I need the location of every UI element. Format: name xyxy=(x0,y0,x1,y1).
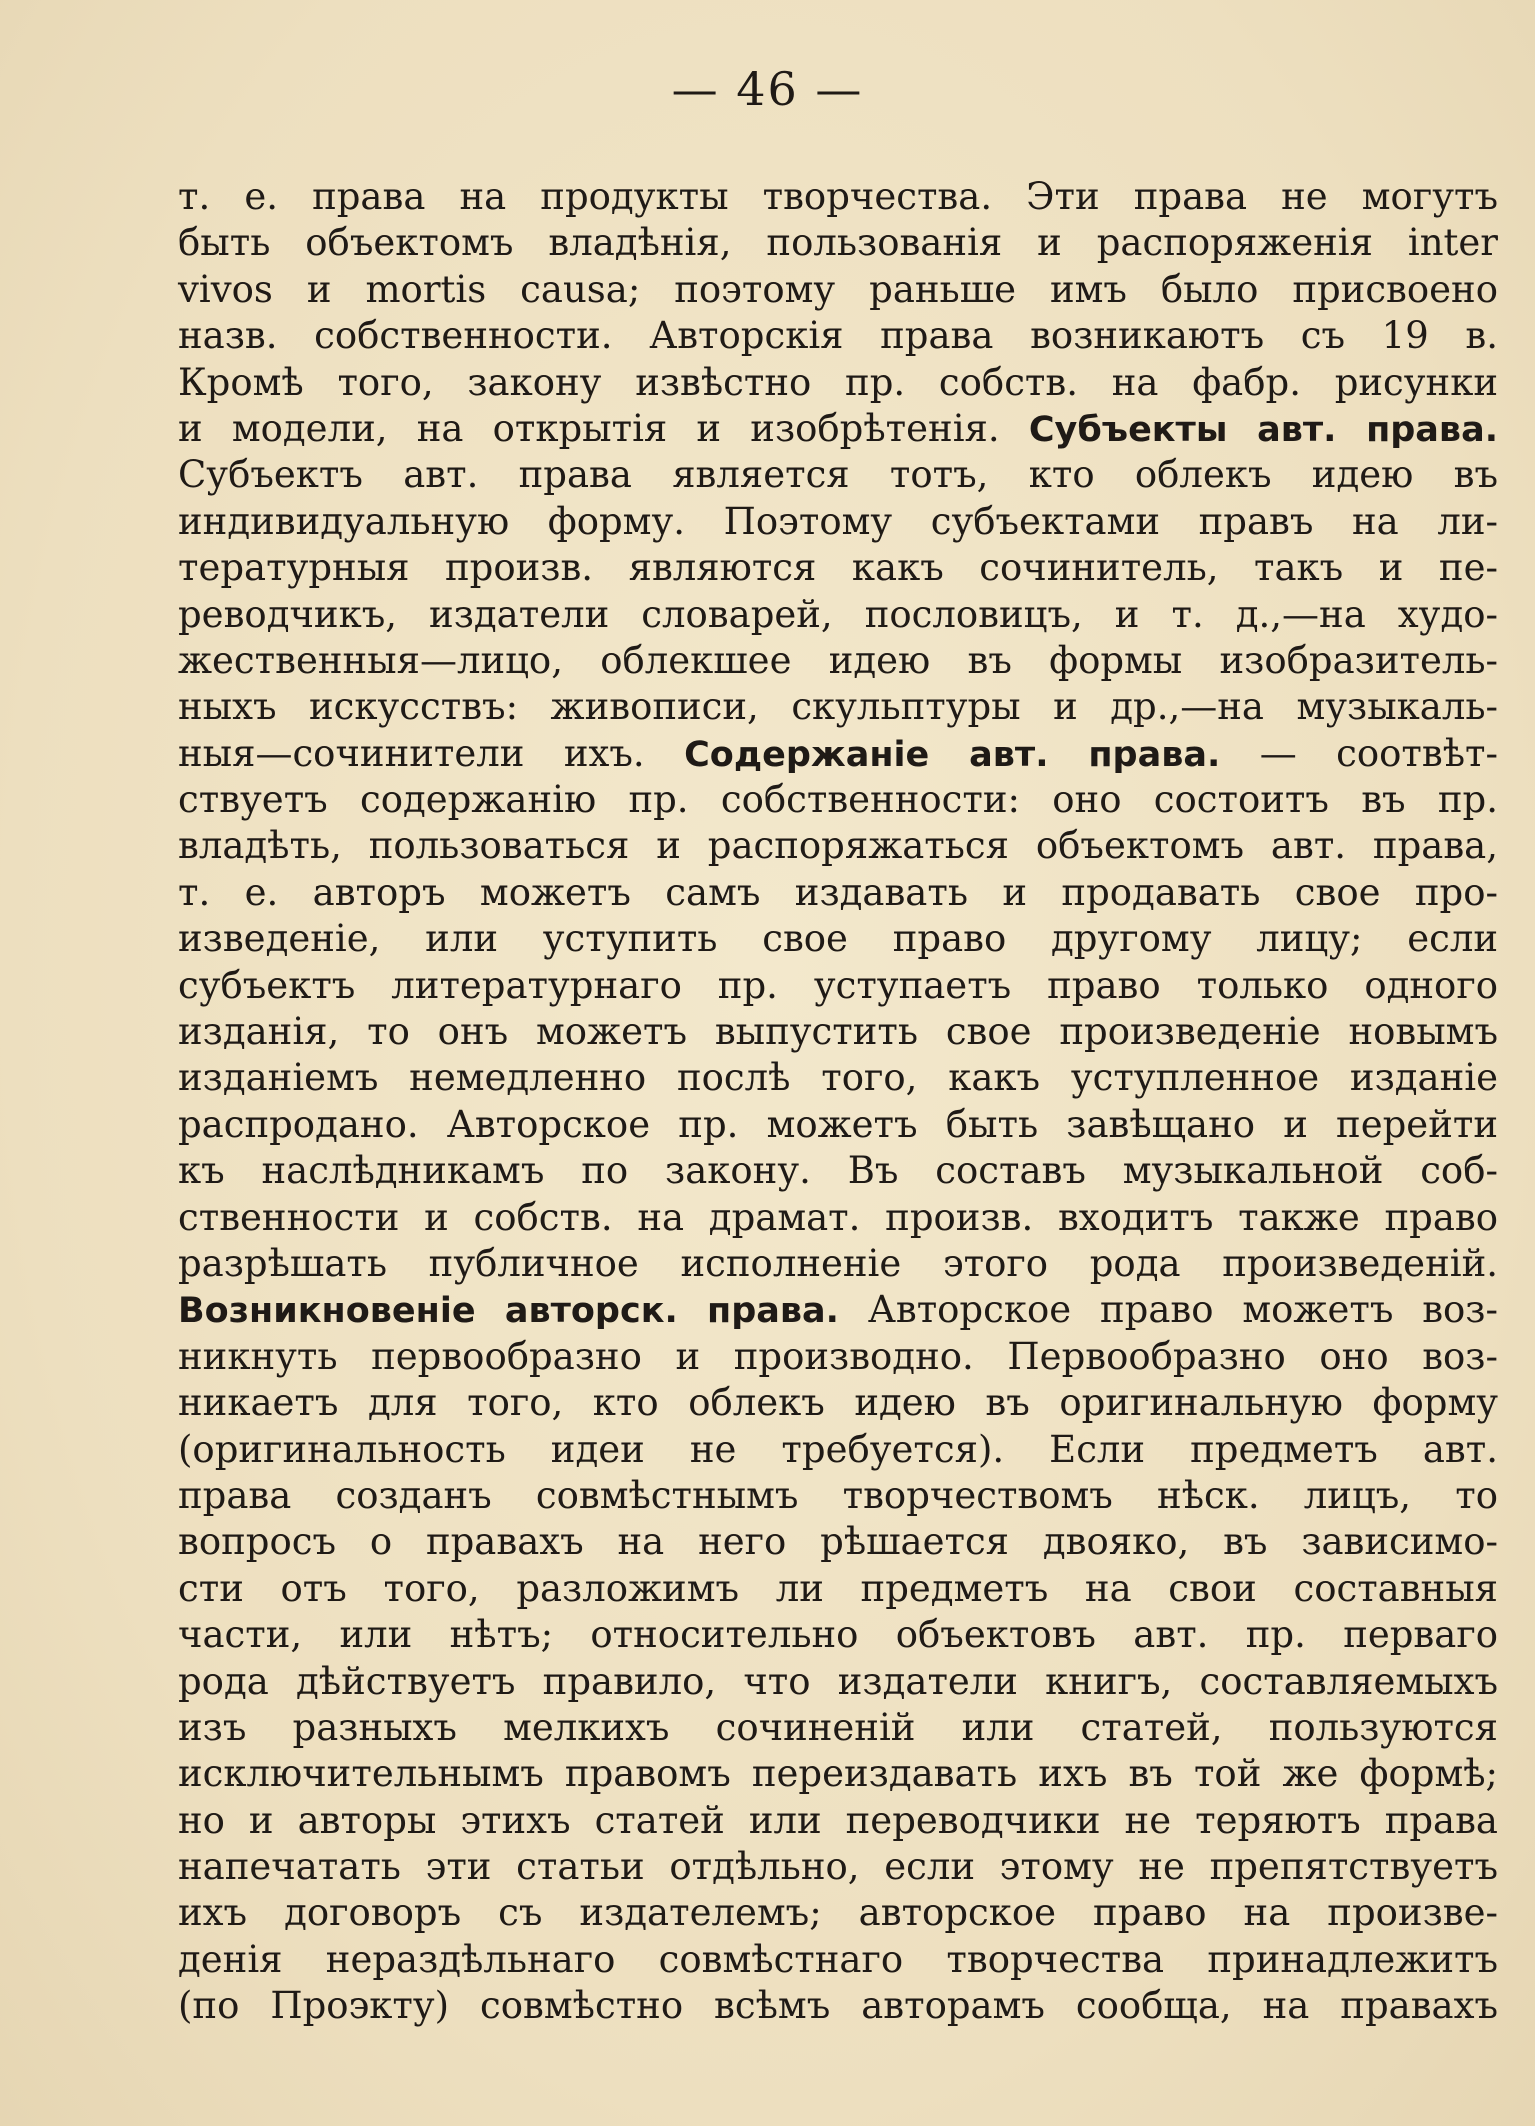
text-line xyxy=(178,1890,1498,1936)
text-run: т. е. авторъ можетъ самъ издавать и продавать свое про- xyxy=(178,870,1498,914)
text-run: ствуетъ содержанію пр. собственности: оно состоитъ въ пр. xyxy=(178,778,1498,822)
text-line xyxy=(178,1427,1498,1473)
text-run: тературныя произв. являются какъ сочинитель, такъ и пе- xyxy=(178,546,1498,590)
text-line xyxy=(178,499,1498,545)
text-line xyxy=(178,684,1498,730)
text-run: индивидуальную форму. Поэтому субъектами правъ на ли- xyxy=(178,499,1498,543)
page-number: — 46 — xyxy=(671,62,864,116)
text-run: жественныя—лицо, облекшее идею въ формы изобразитель- xyxy=(178,638,1498,682)
text-run: vivos и mortis causa; поэтому раньше имъ было присвоено xyxy=(178,267,1498,311)
text-run: денія нераздѣльнаго совмѣстнаго творчества принадлежитъ xyxy=(178,1937,1498,1981)
text-run: сти отъ того, разложимъ ли предметъ на свои составныя xyxy=(178,1566,1498,1610)
text-line xyxy=(178,870,1498,916)
text-line xyxy=(178,1519,1498,1565)
text-run: Авторское право можетъ воз- xyxy=(838,1288,1498,1332)
text-line xyxy=(178,1798,1498,1844)
text-line xyxy=(178,1659,1498,1705)
text-run: реводчикъ, издатели словарей, пословицъ, и т. д.,—на худо- xyxy=(178,592,1498,636)
text-line xyxy=(178,220,1498,266)
text-line xyxy=(178,174,1498,220)
text-line xyxy=(178,1937,1498,1983)
text-run: рода дѣйствуетъ правило, что издатели книгъ, составляемыхъ xyxy=(178,1659,1498,1703)
text-line xyxy=(178,360,1498,406)
body-text xyxy=(178,174,1498,2030)
text-run: изведеніе, или уступить свое право другому лицу; если xyxy=(178,917,1498,961)
text-run: никаетъ для того, кто облекъ идею въ оригинальную форму xyxy=(178,1381,1498,1425)
text-line xyxy=(178,1566,1498,1612)
text-run: (оригинальность идеи не требуется). Если предметъ авт. xyxy=(178,1427,1498,1471)
text-run: но и авторы этихъ статей или переводчики не теряютъ права xyxy=(178,1798,1498,1842)
text-run: напечатать эти статьи отдѣльно, если этому не препятствуетъ xyxy=(178,1845,1498,1889)
text-line xyxy=(178,1473,1498,1519)
text-run: никнуть первообразно и производно. Первообразно оно воз- xyxy=(178,1334,1498,1378)
text-line xyxy=(178,1380,1498,1426)
text-line xyxy=(178,452,1498,498)
text-run: къ наслѣдникамъ по закону. Въ составъ музыкальной соб- xyxy=(178,1149,1498,1193)
text-run: и модели, на открытія и изобрѣтенія. xyxy=(178,406,1029,450)
text-run: изданіемъ немедленно послѣ того, какъ уступленное изданіе xyxy=(178,1056,1498,1100)
text-line xyxy=(178,1287,1498,1333)
text-line xyxy=(178,1334,1498,1380)
text-line xyxy=(178,1241,1498,1287)
text-line xyxy=(178,1148,1498,1194)
text-line xyxy=(178,406,1498,452)
text-run: т. е. права на продукты творчества. Эти права не могутъ xyxy=(178,175,1498,218)
text-run: изъ разныхъ мелкихъ сочиненій или статей, пользуются xyxy=(178,1705,1498,1749)
text-line xyxy=(178,1751,1498,1797)
text-run: исключительнымъ правомъ переиздавать ихъ въ той же формѣ; xyxy=(178,1752,1498,1796)
text-run: вопросъ о правахъ на него рѣшается двояко, въ зависимо- xyxy=(178,1520,1498,1564)
text-run: быть объектомъ владѣнія, пользованія и распоряженія inter xyxy=(178,221,1498,265)
section-heading: Субъекты авт. права. xyxy=(1028,409,1498,450)
text-run: права созданъ совмѣстнымъ творчествомъ нѣск. лицъ, то xyxy=(178,1473,1498,1517)
text-line xyxy=(178,1055,1498,1101)
text-run: владѣть, пользоваться и распоряжаться объектомъ авт. права, xyxy=(178,824,1498,868)
text-line xyxy=(178,1844,1498,1890)
text-line xyxy=(178,1705,1498,1751)
text-run: (по Проэкту) совмѣстно всѣмъ авторамъ сообща, на правахъ xyxy=(178,1984,1498,2028)
text-line xyxy=(178,1009,1498,1055)
text-run: Субъектъ авт. права является тотъ, кто облекъ идею въ xyxy=(178,453,1498,497)
text-run: ственности и собств. на драмат. произв. входитъ также право xyxy=(178,1195,1498,1239)
text-line xyxy=(178,823,1498,869)
text-line xyxy=(178,963,1498,1009)
text-line xyxy=(178,1102,1498,1148)
text-line xyxy=(178,545,1498,591)
text-run: назв. собственности. Авторскія права возникаютъ съ 19 в. xyxy=(178,314,1498,358)
text-run: ныя—сочинители ихъ. xyxy=(178,731,685,775)
text-line xyxy=(178,592,1498,638)
section-heading: Содержаніе авт. права. xyxy=(684,734,1221,775)
text-line xyxy=(178,267,1498,313)
text-run: — соотвѣт- xyxy=(1220,731,1498,775)
text-run: ихъ договоръ съ издателемъ; авторское право на произве- xyxy=(178,1891,1498,1935)
text-run: субъектъ литературнаго пр. уступаетъ право только одного xyxy=(178,963,1498,1007)
section-heading: Возникновеніе авторск. права. xyxy=(178,1291,839,1332)
text-run: распродано. Авторское пр. можетъ быть завѣщано и перейти xyxy=(178,1102,1498,1146)
text-line xyxy=(178,1983,1498,2029)
text-line xyxy=(178,1612,1498,1658)
text-run: Кромѣ того, закону извѣстно пр. собств. на фабр. рисунки xyxy=(178,360,1498,404)
text-line xyxy=(178,731,1498,777)
text-line xyxy=(178,638,1498,684)
text-line xyxy=(178,313,1498,359)
text-line xyxy=(178,916,1498,962)
text-line xyxy=(178,1195,1498,1241)
text-line xyxy=(178,777,1498,823)
text-run: ныхъ искусствъ: живописи, скульптуры и др.,—на музыкаль- xyxy=(178,685,1498,729)
text-run: изданія, то онъ можетъ выпустить свое произведеніе новымъ xyxy=(178,1010,1498,1054)
text-run: части, или нѣтъ; относительно объектовъ авт. пр. перваго xyxy=(178,1613,1498,1657)
text-run: разрѣшать публичное исполненіе этого рода произведеній. xyxy=(178,1241,1498,1285)
